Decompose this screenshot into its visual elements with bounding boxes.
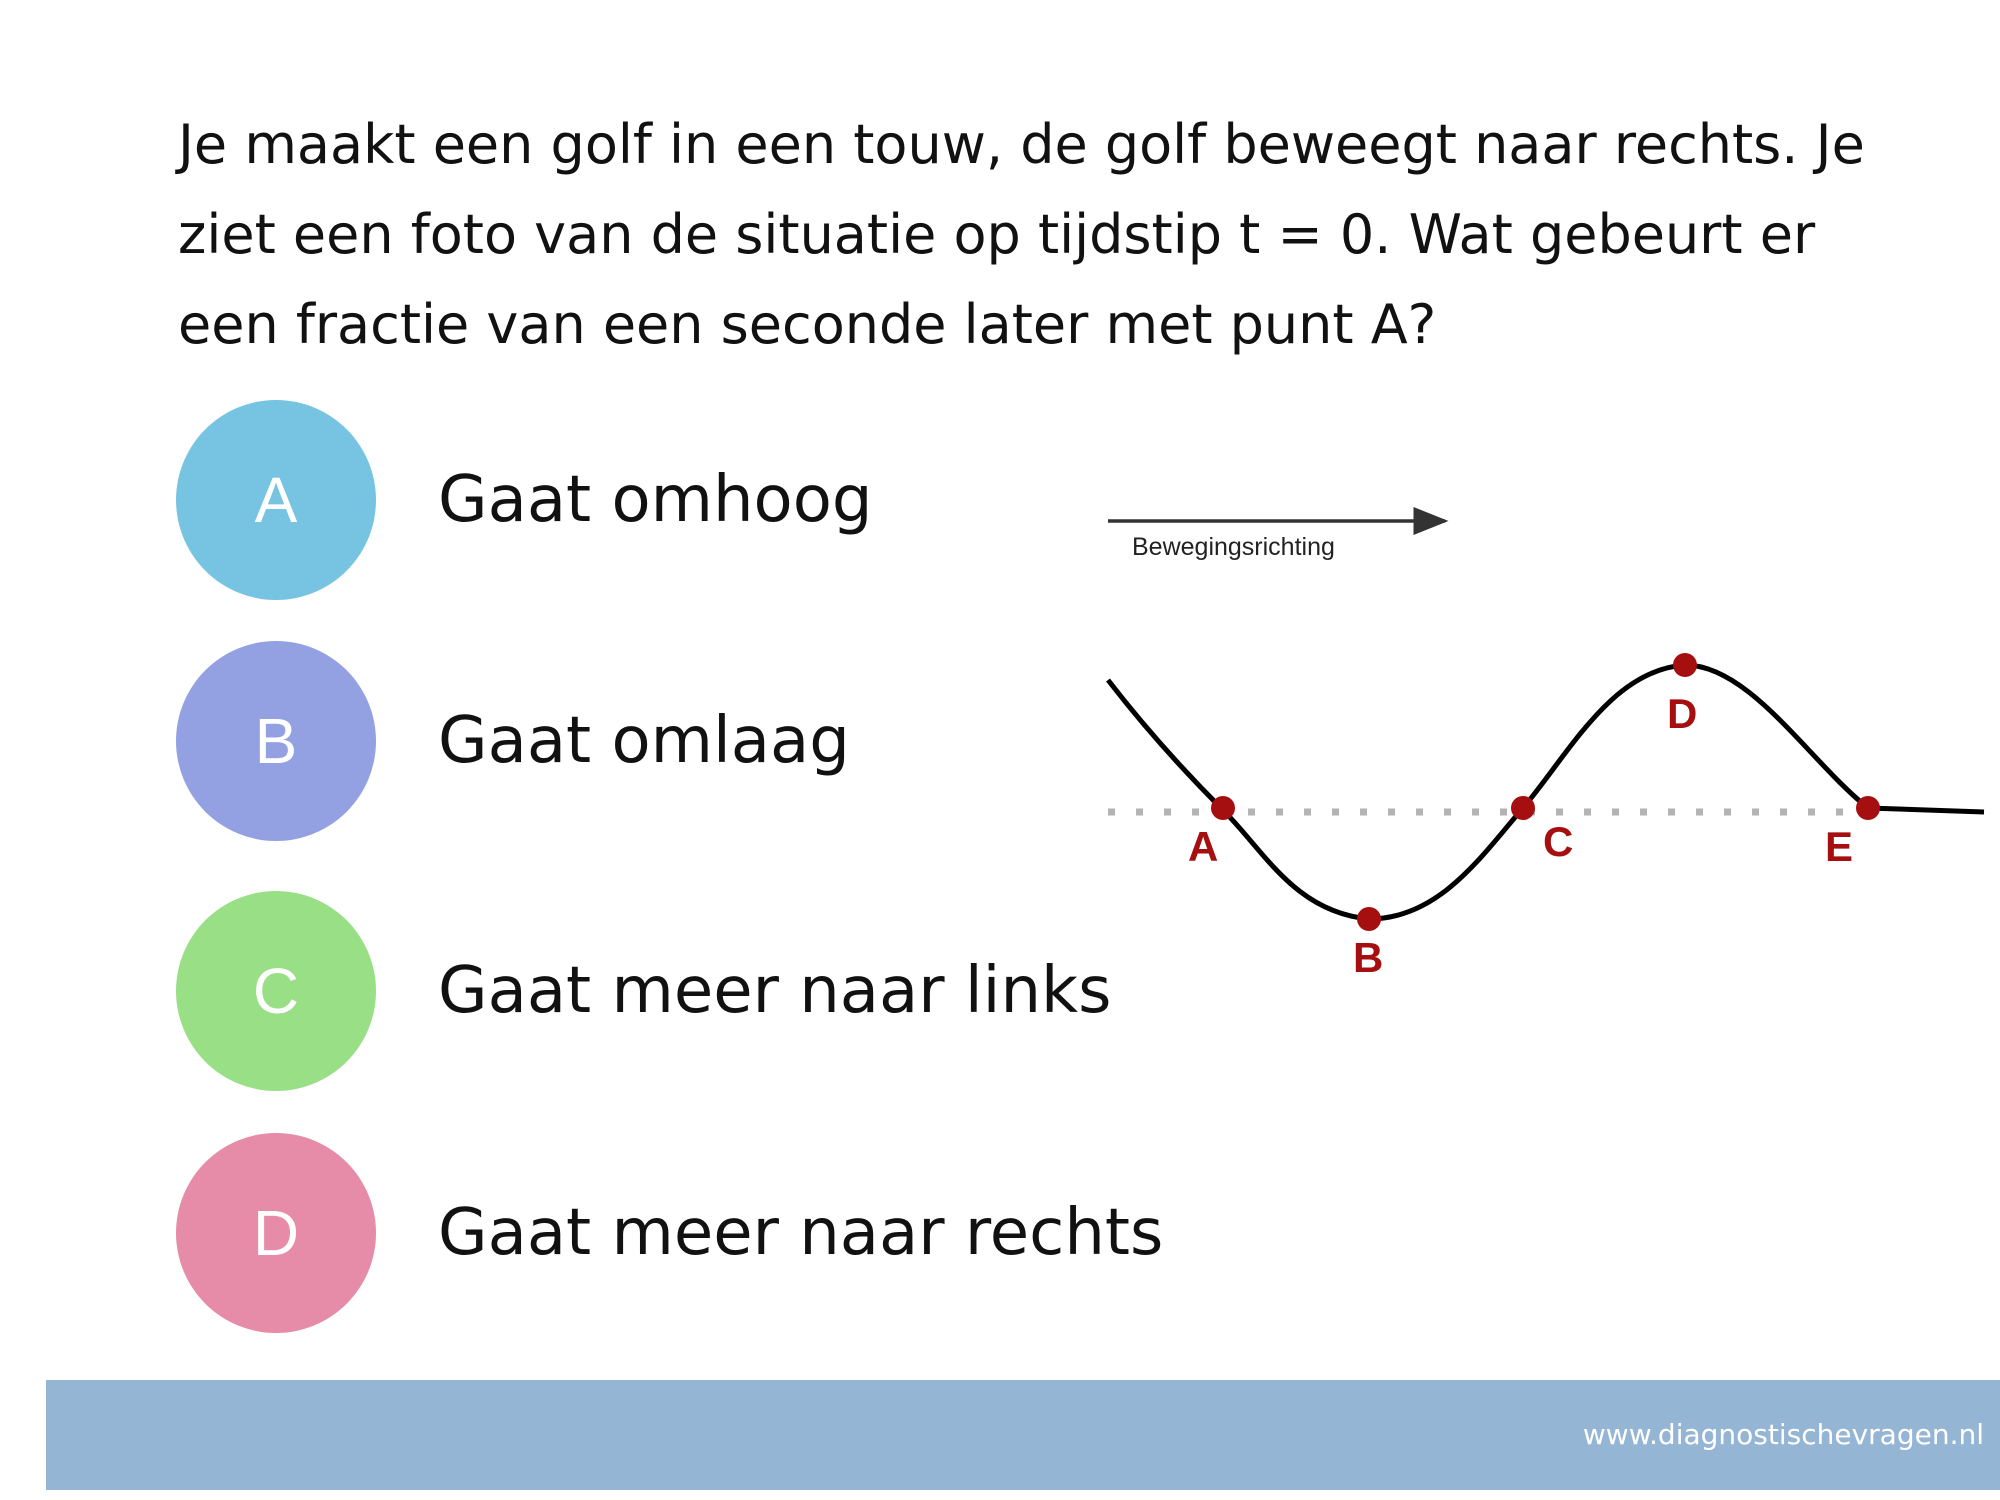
footer-url[interactable]: www.diagnostischevragen.nl [1582, 1418, 1984, 1451]
option-c-badge[interactable]: C [176, 891, 376, 1091]
point-b-marker [1357, 907, 1381, 931]
point-d-label: D [1667, 690, 1698, 737]
point-b-label: B [1353, 934, 1384, 981]
footer-bar [46, 1380, 2000, 1490]
option-d[interactable] [176, 1133, 1163, 1333]
option-a[interactable] [176, 400, 872, 600]
option-d-badge[interactable]: D [176, 1133, 376, 1333]
option-b-badge[interactable]: B [176, 641, 376, 841]
option-a-label: Gaat omhoog [438, 463, 873, 537]
point-c-label: C [1543, 818, 1574, 865]
wave-curve [1108, 665, 1984, 919]
point-a-label: A [1188, 823, 1219, 870]
option-c[interactable] [176, 891, 1111, 1091]
point-e-label: E [1825, 823, 1854, 870]
option-b[interactable] [176, 641, 850, 841]
point-e-marker [1856, 796, 1880, 820]
point-c-marker [1511, 796, 1535, 820]
point-a-marker [1211, 796, 1235, 820]
option-b-label: Gaat omlaag [438, 704, 850, 778]
option-c-label: Gaat meer naar links [438, 954, 1112, 1028]
option-d-label: Gaat meer naar rechts [438, 1196, 1164, 1270]
question-text: Je maakt een golf in een touw, de golf beweegt naar rechts. Je ziet een foto van de situatie op tijdstip t = 0. Wat gebeurt er een fractie van een seconde later met punt A? [178, 113, 1865, 356]
point-d-marker [1673, 653, 1697, 677]
wave-diagram [1100, 490, 1990, 1010]
direction-label: Bewegingsrichting [1132, 533, 1335, 561]
option-a-badge[interactable]: A [176, 400, 376, 600]
